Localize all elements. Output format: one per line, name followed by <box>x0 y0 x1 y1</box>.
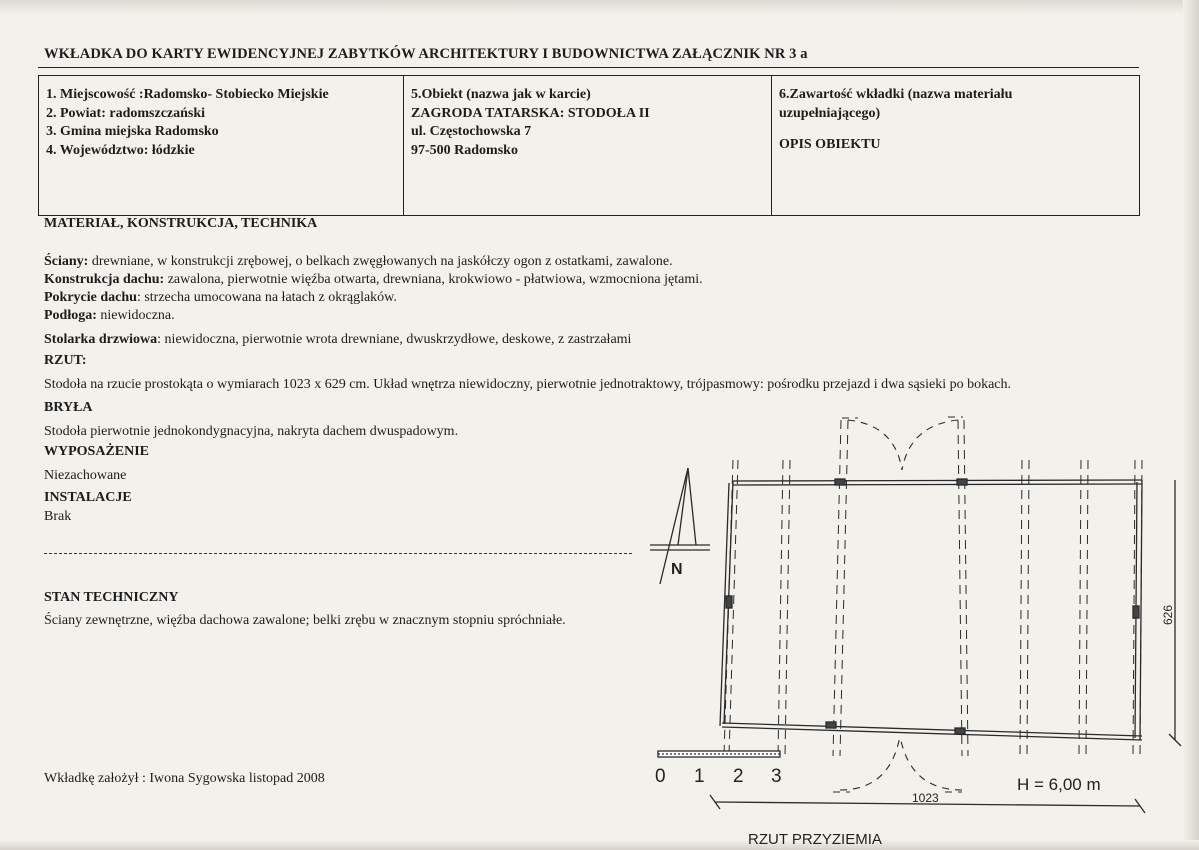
content-line-2: uzupełniającego) <box>779 105 881 121</box>
object-line: 97-500 Radomsko <box>411 142 518 158</box>
depth-dimension-label: 626 <box>1161 604 1175 625</box>
walls-label: Ściany: <box>44 254 89 269</box>
width-dimension-label: 1023 <box>912 791 939 805</box>
material-heading: MATERIAŁ, KONSTRUKCJA, TECHNIKA <box>44 216 318 231</box>
mass-text: Stodoła pierwotnie jednokondygnacyjna, nakryta dachem dwuspadowym. <box>44 424 459 439</box>
scale-bar <box>658 751 780 757</box>
location-line: 3. Gmina miejska Radomsko <box>46 124 219 139</box>
height-label: H = 6,00 m <box>1017 775 1101 794</box>
building-outline <box>720 480 1142 740</box>
object-line: ZAGRODA TATARSKA: STODOŁA II <box>411 105 650 121</box>
walls-text: drewniane, w konstrukcji zrębowej, o belkach zwęgłowanych na jaskółczy ogon z ostatkami, zawalone. <box>88 254 673 269</box>
scale-label: 2 <box>733 766 744 787</box>
location-line: 4. Województwo: łódzkie <box>46 142 195 158</box>
drawing-caption: RZUT PRZYZIEMIA <box>748 831 882 848</box>
plan-heading: RZUT: <box>44 353 87 368</box>
scale-label: 0 <box>655 766 666 787</box>
content-word: wkładki <box>856 87 905 102</box>
cover-text: : strzecha umocowana na łatach z okrąglaków. <box>136 290 397 305</box>
floor-text: niewidoczna. <box>96 308 175 323</box>
door-swing-top <box>842 417 963 470</box>
content-subject: OPIS OBIEKTU <box>779 137 881 152</box>
joinery-text: : niewidoczna, pierwotnie wrota drewniane, dwuskrzydłowe, deskowe, z zastrzałami <box>157 332 632 347</box>
form-title: WKŁADKA DO KARTY EWIDENCYJNEJ ZABYTKÓW ARCHITEKTURY I BUDOWNICTWA ZAŁĄCZNIK NR 3 a <box>44 46 808 62</box>
location-line: 2. Powiat: radomszczański <box>46 105 206 121</box>
mass-heading: BRYŁA <box>44 400 93 415</box>
author-note: Wkładkę założył : Iwona Sygowska listopad 2008 <box>44 771 325 786</box>
object-line: 5.Obiekt (nazwa jak w karcie) <box>411 87 591 102</box>
scale-label: 3 <box>771 766 782 787</box>
north-label: N <box>671 561 683 578</box>
equipment-text: Niezachowane <box>44 468 127 483</box>
joinery-label: Stolarka drzwiowa <box>44 332 158 347</box>
cover-label: Pokrycie dachu <box>44 290 137 305</box>
object-line: ul. Częstochowska 7 <box>411 124 532 139</box>
beam-lines <box>724 420 1142 756</box>
install-heading: INSTALACJE <box>44 490 132 505</box>
content-word: 6.Zawartość <box>779 87 853 102</box>
content-word: materiału <box>954 87 1013 102</box>
content-word: (nazwa <box>907 87 951 102</box>
equipment-heading: WYPOSAŻENIE <box>44 444 150 459</box>
floor-label: Podłoga: <box>44 308 97 323</box>
scale-label: 1 <box>694 766 705 787</box>
location-line: 1. Miejscowość :Radomsko- Stobiecko Miejskie <box>46 87 329 102</box>
roof-text: zawalona, pierwotnie więźba otwarta, drewniana, krokwiowo - płatwiowa, wzmocniona jętami. <box>164 272 703 287</box>
plan-text: Stodoła na rzucie prostokąta o wymiarach 1023 x 629 cm. Układ wnętrza niewidoczny, pierwotnie jednotraktowy, trójpasmowy: pośrodku przejazd i dwa sąsieki po bokach. <box>44 377 1012 392</box>
roof-label: Konstrukcja dachu: <box>44 272 165 287</box>
door-swing-bottom <box>833 736 962 792</box>
condition-text: Ściany zewnętrzne, więźba dachowa zawalone; belki zrębu w znacznym stopniu spróchniałe. <box>44 613 566 628</box>
install-text: Brak <box>44 509 72 524</box>
condition-heading: STAN TECHNICZNY <box>44 590 179 605</box>
